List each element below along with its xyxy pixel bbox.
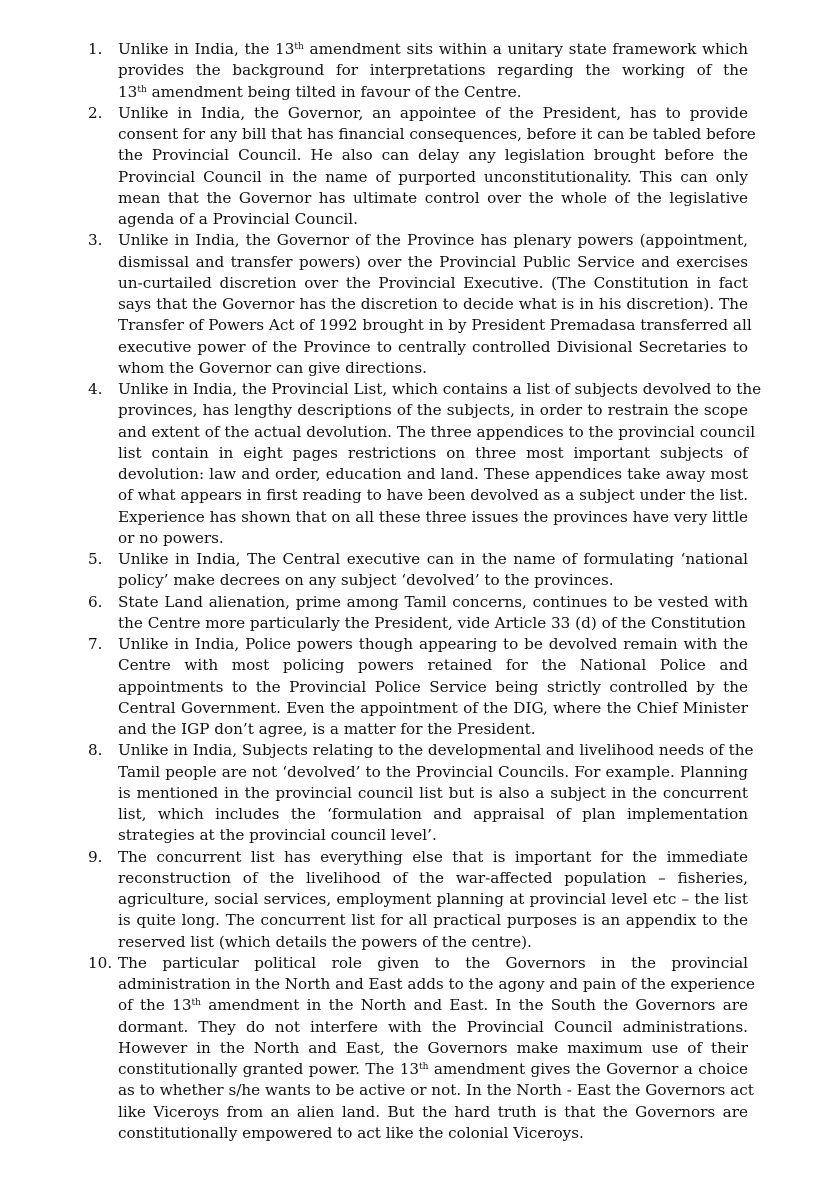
item-number: 9. xyxy=(88,847,103,866)
item-text-line: executive power of the Province to centrally controlled Divisional Secretaries to xyxy=(118,337,748,356)
list-item xyxy=(88,740,754,846)
item-text-line: as to whether s/he wants to be active or not. In the North - East the Governors act xyxy=(118,1081,754,1100)
item-text-line: says that the Governor has the discretion to decide what is in his discretion). The xyxy=(118,295,748,313)
list-item xyxy=(88,592,748,635)
list-item xyxy=(88,103,756,231)
item-text-line: provinces, has lengthy descriptions of the subjects, in order to restrain the scope xyxy=(118,401,748,420)
item-text-line: However in the North and East, the Governors make maximum use of their xyxy=(118,1038,748,1057)
item-number: 6. xyxy=(88,592,103,611)
item-number: 8. xyxy=(88,741,103,760)
item-number: 2. xyxy=(88,103,103,122)
list-item xyxy=(88,634,748,740)
item-text-line: agriculture, social services, employment planning at provincial level etc – the list xyxy=(118,890,748,908)
item-text-line: Transfer of Powers Act of 1992 brought in by President Premadasa transferred all xyxy=(118,316,752,335)
item-text-line: like Viceroys from an alien land. But the hard truth is that the Governors are xyxy=(118,1102,748,1121)
item-text-line: Provincial Council in the name of purported unconstitutionality. This can only xyxy=(118,167,748,186)
item-text-line: dismissal and transfer powers) over the Provincial Public Service and exercises xyxy=(118,252,748,271)
list-item xyxy=(88,953,755,1144)
item-text-line: and extent of the actual devolution. The three appendices to the provincial council xyxy=(118,422,756,441)
item-text-line: un-curtailed discretion over the Provincial Executive. (The Constitution in fact xyxy=(118,273,748,292)
item-text-line: 13th amendment being tilted in favour of the Centre. xyxy=(118,82,522,101)
item-number: 3. xyxy=(88,231,103,250)
list-item xyxy=(88,230,752,379)
item-text-line: appointments to the Provincial Police Service being strictly controlled by the xyxy=(118,677,748,696)
item-number: 4. xyxy=(88,380,103,398)
item-text-line: consent for any bill that has financial consequences, before it can be tabled before xyxy=(118,125,756,143)
item-text-line: The particular political role given to the Governors in the provincial xyxy=(118,953,748,972)
superscript: th xyxy=(294,42,304,52)
item-number: 7. xyxy=(88,635,103,653)
superscript: th xyxy=(191,998,201,1009)
item-text-line: the Provincial Council. He also can delay any legislation brought before the xyxy=(118,146,748,165)
numbered-list xyxy=(88,39,762,1144)
item-text-line: is mentioned in the provincial council list but is also a subject in the concurrent xyxy=(118,783,748,802)
item-text-line: Unlike in India, the Governor, an appointee of the President, has to provide xyxy=(118,103,748,122)
item-text-line: Unlike in India, the Governor of the Province has plenary powers (appointment, xyxy=(118,231,748,250)
list-item xyxy=(88,847,748,953)
item-text-line: Unlike in India, Police powers though appearing to be devolved remain with the xyxy=(118,635,748,653)
item-text-line: administration in the North and East adds to the agony and pain of the experience xyxy=(118,975,755,993)
list-item xyxy=(88,39,748,103)
item-text-line: and the IGP don’t agree, is a matter for the President. xyxy=(118,720,536,738)
item-text-line: is quite long. The concurrent list for all practical purposes is an appendix to the xyxy=(118,911,748,930)
item-text-line: Centre with most policing powers retained for the National Police and xyxy=(118,656,748,675)
item-text-line: constitutionally granted power. The 13th amendment gives the Governor a choice xyxy=(118,1060,748,1078)
item-number: 10. xyxy=(88,953,113,972)
item-text-line: constitutionally empowered to act like the colonial Viceroys. xyxy=(118,1123,584,1142)
list-item xyxy=(88,549,748,592)
item-text-line: Unlike in India, the Provincial List, which contains a list of subjects devolved to the xyxy=(118,380,762,398)
item-number: 1. xyxy=(88,40,103,58)
item-text-line: devolution: law and order, education and land. These appendices take away most xyxy=(118,465,748,483)
item-text-line: Tamil people are not ‘devolved’ to the Provincial Councils. For example. Planning xyxy=(118,762,748,781)
item-text-line: reconstruction of the livelihood of the war-affected population – fisheries, xyxy=(118,868,748,887)
item-text-line: of what appears in first reading to have been devolved as a subject under the list. xyxy=(118,486,749,505)
item-text-line: provides the background for interpretations regarding the working of the xyxy=(118,61,748,80)
item-text-line: Unlike in India, the 13th amendment sits within a unitary state framework which xyxy=(118,40,748,58)
item-text-line: The concurrent list has everything else that is important for the immediate xyxy=(118,847,748,866)
list-item xyxy=(88,379,762,549)
item-text-line: Unlike in India, Subjects relating to the developmental and livelihood needs of the xyxy=(118,741,754,760)
superscript: th xyxy=(419,1062,429,1072)
item-text-line: list contain in eight pages restrictions on three most important subjects of xyxy=(118,443,748,462)
item-text-line: Central Government. Even the appointment of the DIG, where the Chief Minister xyxy=(118,698,748,717)
item-text-line: Unlike in India, The Central executive can in the name of formulating ‘national xyxy=(118,550,748,568)
item-text-line: State Land alienation, prime among Tamil concerns, continues to be vested with xyxy=(118,592,748,611)
item-text-line: the Centre more particularly the President, vide Article 33 (d) of the Constitution xyxy=(118,613,746,632)
item-text-line: Experience has shown that on all these three issues the provinces have very little xyxy=(118,507,748,526)
item-text-line: or no powers. xyxy=(118,528,224,547)
item-text-line: dormant. They do not interfere with the Provincial Council administrations. xyxy=(118,1017,748,1036)
item-text-line: mean that the Governor has ultimate control over the whole of the legislative xyxy=(118,188,748,207)
item-text-line: reserved list (which details the powers of the centre). xyxy=(118,932,532,951)
item-text-line: strategies at the provincial council level’. xyxy=(118,826,437,845)
item-number: 5. xyxy=(88,550,103,568)
item-text-line: policy’ make decrees on any subject ‘devolved’ to the provinces. xyxy=(118,571,614,590)
superscript: th xyxy=(137,84,147,95)
item-text-line: list, which includes the ‘formulation and appraisal of plan implementation xyxy=(118,805,748,823)
item-text-line: whom the Governor can give directions. xyxy=(118,358,427,377)
item-text-line: of the 13th amendment in the North and East. In the South the Governors are xyxy=(118,996,748,1015)
item-text-line: agenda of a Provincial Council. xyxy=(118,210,358,228)
